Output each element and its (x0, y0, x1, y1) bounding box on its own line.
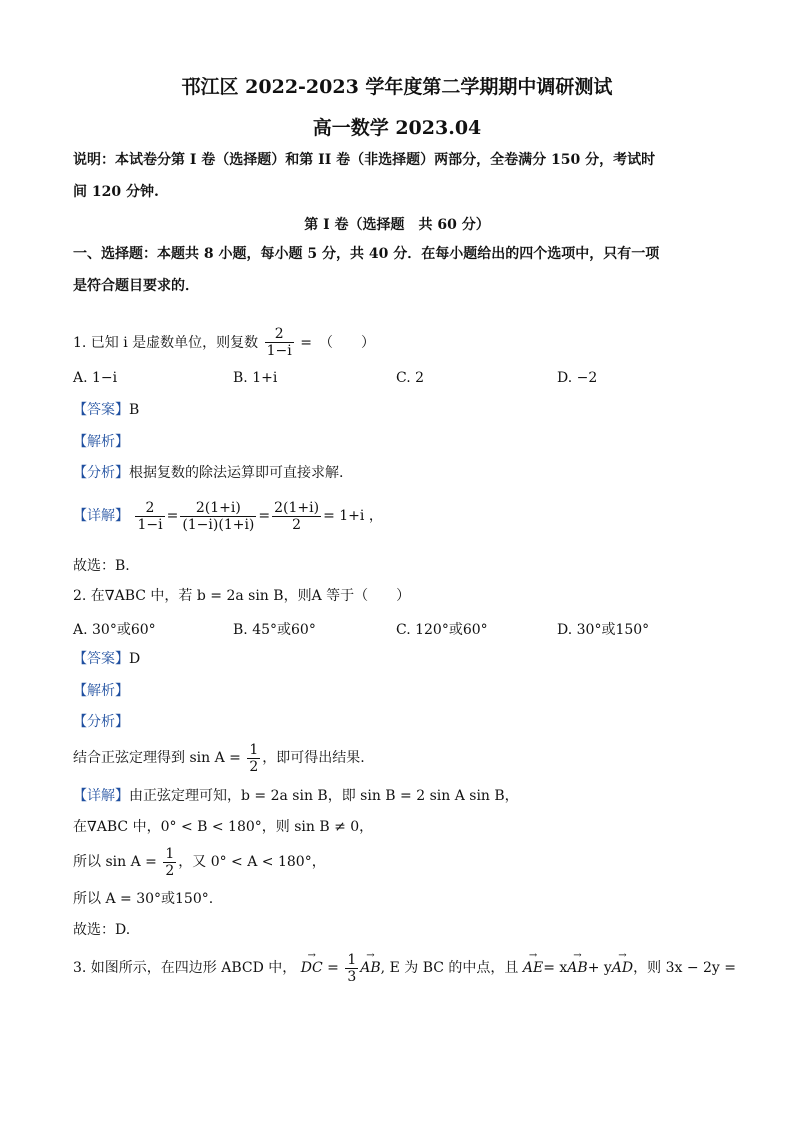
q2-choose: 故选：D. (73, 922, 131, 938)
q1-detail-tail: = 1+i ， (323, 508, 383, 524)
q1-analysis-tag: 【解析】 (73, 434, 129, 450)
q2-line3-frac (163, 846, 176, 879)
q1-stem (73, 326, 375, 359)
q3-vector-ad: → AD (612, 948, 633, 988)
q1-detail-frac-1 (135, 500, 164, 533)
q3-mid: , E 为 BC 的中点，且 (380, 960, 519, 976)
q1-answer (73, 400, 139, 420)
q1-detail-num-2: 2(1+i) (180, 500, 256, 517)
q2-line-4: 所以 A = 30°或150°. (73, 891, 214, 907)
q1-frac-num: 2 (265, 326, 294, 343)
q1-detail-den-2: (1−i)(1+i) (182, 516, 255, 533)
q3-vector-ab-2: → AB (567, 948, 587, 988)
q2-detail (73, 786, 519, 806)
q3-frac-den: 3 (347, 968, 357, 985)
q1-detail-den-3: 2 (292, 516, 302, 533)
q1-answer-value: B (129, 402, 140, 418)
section-instruction-2: 是符合题目要求的． (73, 278, 199, 294)
q1-stem-text: 1. 已知 i 是虚数单位，则复数 (73, 335, 259, 351)
q2-option-a: A. 30°或60° (73, 622, 156, 638)
q2-detail-text: 由正弦定理可知，b = 2a sin B，即 sin B = 2 sin A sin B， (129, 788, 519, 804)
q3-vector-ab: → AB (360, 948, 380, 988)
q1-answer-tag: 【答案】 (73, 402, 129, 418)
q1-fenxi-text: 根据复数的除法运算即可直接求解. (129, 465, 344, 481)
q2-fenxi-a: 结合正弦定理得到 sin A = (73, 750, 241, 766)
q1-detail-frac-3 (272, 500, 321, 533)
q2-answer-value: D (129, 651, 141, 667)
q1-option-b: B. 1+i (233, 370, 278, 386)
q2-option-d: D. 30°或150° (557, 622, 650, 638)
q3-stem (73, 948, 736, 988)
q2-line-2: 在∇ABC 中，0° < B < 180°，则 sin B ≠ 0， (73, 819, 374, 835)
section-instruction-1: 一、选择题：本题共 8 小题，每小题 5 分，共 40 分．在每小题给出的四个选项中，只有一项 (73, 246, 660, 262)
q1-fraction (265, 326, 294, 359)
intro-line-2: 间 120 分钟. (73, 184, 159, 200)
q2-fenxi-den: 2 (249, 758, 259, 775)
q2-option-c: C. 120°或60° (396, 622, 488, 638)
q2-fenxi-tag: 【分析】 (73, 714, 129, 730)
exam-title: 邗江区 2022-2023 学年度第二学期期中调研测试 (181, 76, 613, 98)
q1-frac-den: 1−i (266, 343, 292, 359)
q3-vector-dc: → DC (301, 948, 323, 988)
q1-detail-num-3: 2(1+i) (274, 499, 320, 516)
q3-eq2: = x (543, 960, 568, 976)
q1-option-c: C. 2 (396, 370, 425, 386)
q2-line3-b: ，又 0° < A < 180°， (178, 854, 326, 870)
q2-fenxi (73, 738, 365, 778)
q2-fenxi-b: ，即可得出结果. (262, 750, 365, 766)
q1-detail-tag: 【详解】 (73, 508, 129, 524)
exam-subtitle: 高一数学 2023.04 (312, 117, 482, 139)
q3-plus: + y (587, 960, 612, 976)
q2-detail-tag: 【详解】 (73, 788, 129, 804)
intro-line-1: 说明：本试卷分第 I 卷（选择题）和第 II 卷（非选择题）两部分，全卷满分 150 分，考试时 (73, 152, 656, 168)
q1-stem-tail: = （ ） (300, 335, 375, 351)
q2-fenxi-num: 1 (249, 741, 259, 758)
q1-option-a: A. 1−i (73, 370, 118, 386)
q2-fenxi-frac (247, 742, 260, 775)
q2-analysis-tag: 【解析】 (73, 683, 129, 699)
q1-fenxi (73, 463, 343, 483)
q1-detail-den-1: 1−i (137, 516, 163, 533)
q3-vector-ae: → AE (523, 948, 543, 988)
q2-option-b: B. 45°或60° (233, 622, 316, 638)
q1-detail-num-1: 2 (135, 500, 164, 517)
q1-detail: 【详解】 $\frac{2}{1-i}$ = $\frac{2(1+i)}{(1-i)(1+i)}$ = $\frac{2(1+i)}{2}$ = 1+i ， (73, 499, 383, 533)
q3-tail: ，则 3x − 2y = (633, 960, 737, 976)
q1-fenxi-tag: 【分析】 (73, 465, 129, 481)
q2-stem: 2. 在∇ABC 中，若 b = 2a sin B，则A 等于（ ） (73, 588, 411, 604)
q1-option-d: D. −2 (557, 370, 598, 386)
q3-frac (345, 952, 358, 985)
q1-detail-frac-2 (180, 500, 256, 533)
q2-answer (73, 649, 140, 669)
q3-frac-num: 1 (347, 951, 357, 968)
q3-eq: = (327, 960, 339, 976)
section-heading: 第 I 卷（选择题 共 60 分） (304, 217, 490, 233)
q2-line3-num: 1 (165, 845, 175, 862)
q2-line3-den: 2 (165, 862, 175, 879)
q2-answer-tag: 【答案】 (73, 651, 129, 667)
q2-line3-a: 所以 sin A = (73, 854, 157, 870)
q3-pre: 3. 如图所示，在四边形 ABCD 中， (73, 960, 297, 976)
q1-choose: 故选：B. (73, 558, 130, 574)
q2-line-3 (73, 842, 326, 882)
